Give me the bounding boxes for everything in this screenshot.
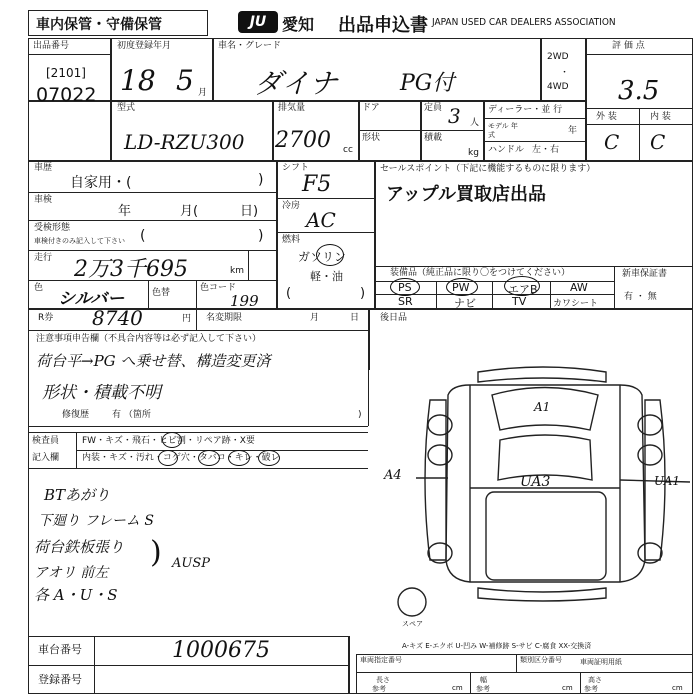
- model-year-unit: 年: [568, 126, 578, 136]
- r-coupon-label: R券: [38, 313, 54, 323]
- color-change-label: 色替: [152, 288, 171, 298]
- notes-line2: 形状・積載不明: [42, 383, 161, 403]
- mileage-label: 走行: [34, 253, 53, 263]
- interior-grade: C: [650, 130, 666, 154]
- logo-text: JU: [249, 14, 267, 30]
- handle-options: 左・右: [532, 145, 560, 155]
- load-label: 積載: [424, 133, 443, 143]
- recycle-open: (: [140, 228, 146, 244]
- selling-point-value: アップル買取店出品: [386, 184, 547, 205]
- history-close: ): [258, 172, 264, 188]
- cooler-label: 冷房: [282, 201, 301, 211]
- cm3: cm: [672, 684, 683, 692]
- height-label: 高さ: [588, 676, 602, 684]
- later-label: 後日品: [380, 313, 408, 323]
- form-title: 出品申込書: [338, 15, 428, 36]
- storage-label: 車内保管・守備保管: [36, 17, 162, 33]
- repair-value: 有 （箇所: [112, 410, 151, 420]
- checker-label-1: 検査員: [32, 436, 60, 446]
- remark-line4: アオリ 前左: [34, 565, 109, 581]
- cm1: cm: [452, 684, 463, 692]
- repair-close: ): [358, 410, 362, 420]
- inspection-year-unit: 年: [118, 204, 132, 219]
- length-label: 長さ: [376, 676, 390, 684]
- registration-year: 18: [120, 64, 156, 97]
- equip-tv: TV: [512, 295, 527, 308]
- inspection-day-unit: 日): [240, 204, 259, 219]
- cert-label: 車両証明用紙: [580, 658, 622, 666]
- warranty-label: 新車保証書: [622, 269, 668, 279]
- fuel-open: (: [286, 286, 292, 301]
- fuel-diesel: 軽・油: [310, 270, 343, 283]
- history-value: 自家用・(: [70, 175, 132, 191]
- checker-label-2: 記入欄: [32, 453, 60, 463]
- door-label: ドア: [362, 103, 380, 113]
- name-change-day: 日: [350, 313, 360, 323]
- remark-line4-extra: AUSP: [172, 556, 210, 571]
- dest-label: 車両指定番号: [360, 656, 402, 664]
- color-code: 199: [230, 292, 259, 310]
- equip-pw: PW: [452, 281, 470, 294]
- recycle-label: 受検形態: [34, 223, 71, 233]
- checker-row1: FW・キズ・飛石・ヒビ割・リペア跡・X要: [82, 436, 255, 446]
- displacement: 2700: [275, 128, 331, 153]
- remark-line3: 荷台鉄板張り: [34, 538, 125, 556]
- shift-value: F5: [302, 172, 332, 197]
- model-year-label: モデル 年式: [488, 122, 518, 139]
- mileage-value: 2万3千695: [74, 257, 188, 282]
- vehicle-grade: PG付: [400, 71, 455, 96]
- r-coupon-value: 8740: [92, 306, 143, 330]
- fuel-gasoline: ガソリン: [298, 250, 347, 264]
- lot-prefix: [2101]: [46, 66, 86, 80]
- recycle-note: 車検付きのみ記入して下さい: [34, 237, 125, 245]
- notes-line1: 荷台平→PG へ乗せ替、構造変更済: [36, 352, 271, 370]
- interior-label: 内 装: [650, 112, 671, 122]
- equip-sr: SR: [398, 295, 413, 308]
- fuel-close: ): [360, 286, 366, 301]
- lot-number-label: 出品番号: [33, 41, 70, 51]
- color-code-label: 色コード: [200, 283, 237, 293]
- damage-mark-top: A1: [534, 400, 551, 414]
- model-label: 型式: [117, 103, 136, 113]
- grade-label: 評 価 点: [612, 41, 645, 51]
- equip-aw: AW: [570, 281, 588, 294]
- notes-label: 注意事項申告欄（不具合内容等は必ず記入して下さい）: [36, 334, 262, 344]
- shift-label: シフト: [282, 163, 310, 173]
- capacity: 3: [448, 104, 461, 128]
- registration-month-unit: 月: [198, 88, 208, 98]
- selling-point-label: セールスポイント（下記に機能するものに限ります）: [380, 164, 596, 174]
- reg-label: 登録番号: [38, 673, 82, 686]
- r-coupon-unit: 円: [182, 314, 192, 324]
- model-code: LD-RZU300: [124, 130, 245, 154]
- handle-label: ハンドル: [488, 145, 525, 155]
- recycle-close: ): [258, 228, 264, 244]
- remark-bracket: ): [150, 535, 162, 570]
- damage-mark-right: UA1: [654, 474, 681, 488]
- remark-line2: 下廻り フレーム S: [38, 513, 154, 529]
- cm2: cm: [562, 684, 573, 692]
- chassis-value: 1000675: [172, 638, 270, 663]
- equipment-label: 装備品（純正品に限り〇をつけてください）: [390, 268, 571, 278]
- warranty-options: 有 ・ 無: [624, 292, 657, 302]
- checker-row2: 内装・キズ・汚れ・コゲ穴・タバコ・キレ・破レ: [82, 453, 280, 463]
- capacity-unit: 人: [470, 118, 480, 128]
- name-change-month: 月: [310, 313, 320, 323]
- name-change-label: 名変期限: [206, 313, 243, 323]
- ref3: 参考: [584, 685, 598, 693]
- remark-line5: 各 A・U・S: [34, 586, 118, 604]
- width-label: 幅: [480, 676, 487, 684]
- displacement-label: 排気量: [278, 103, 306, 113]
- equip-airbag: エアB: [508, 283, 538, 296]
- exterior-label: 外 装: [596, 112, 617, 122]
- lot-number: 07022: [36, 84, 97, 106]
- capacity-label: 定員: [424, 103, 443, 113]
- form-subtitle: JAPAN USED CAR DEALERS ASSOCIATION: [432, 17, 616, 28]
- damage-mark-left: A4: [384, 468, 402, 483]
- cooler-value: AC: [306, 208, 336, 232]
- exterior-grade: C: [604, 130, 620, 154]
- drive-2wd: 2WD: [547, 52, 569, 62]
- repair-label: 修復歴: [62, 410, 90, 420]
- damage-mark-center: UA3: [520, 474, 551, 490]
- color-value: シルバー: [58, 289, 125, 309]
- shape-label: 形状: [362, 133, 381, 143]
- equip-navi: ナビ: [454, 297, 476, 310]
- vehicle-name-label: 車名・グレード: [218, 41, 282, 51]
- displacement-unit: cc: [343, 145, 353, 155]
- registration-month: 5: [176, 64, 194, 97]
- equip-leather: カワシート: [553, 299, 599, 309]
- damage-legend: A-キズ E-エクボ U-凹み W-補修跡 S-サビ C-腐食 XX-交換済: [402, 642, 592, 650]
- ref1: 参考: [372, 685, 386, 693]
- load-unit: kg: [468, 148, 479, 158]
- logo-region: 愛知: [282, 15, 315, 34]
- history-label: 車歴: [34, 163, 53, 173]
- class-label: 類別区分番号: [520, 656, 562, 664]
- drive-separator: ・: [560, 68, 570, 78]
- inspection-label: 車検: [34, 195, 53, 205]
- vehicle-name: ダイナ: [254, 67, 338, 100]
- dealer-label: ディーラー・並 行: [488, 105, 563, 115]
- drive-4wd: 4WD: [547, 82, 569, 92]
- color-label: 色: [34, 283, 44, 293]
- fuel-label: 燃料: [282, 235, 301, 245]
- ref2: 参考: [476, 685, 490, 693]
- grade-score: 3.5: [618, 76, 660, 106]
- remark-line1: BTあがり: [44, 486, 111, 504]
- mileage-unit: km: [230, 266, 244, 276]
- chassis-label: 車台番号: [38, 643, 82, 656]
- inspection-month-unit: 月(: [180, 204, 199, 219]
- equip-ps: PS: [398, 281, 412, 294]
- registration-label: 初度登録年月: [117, 41, 172, 51]
- spare-label: スペア: [402, 620, 423, 628]
